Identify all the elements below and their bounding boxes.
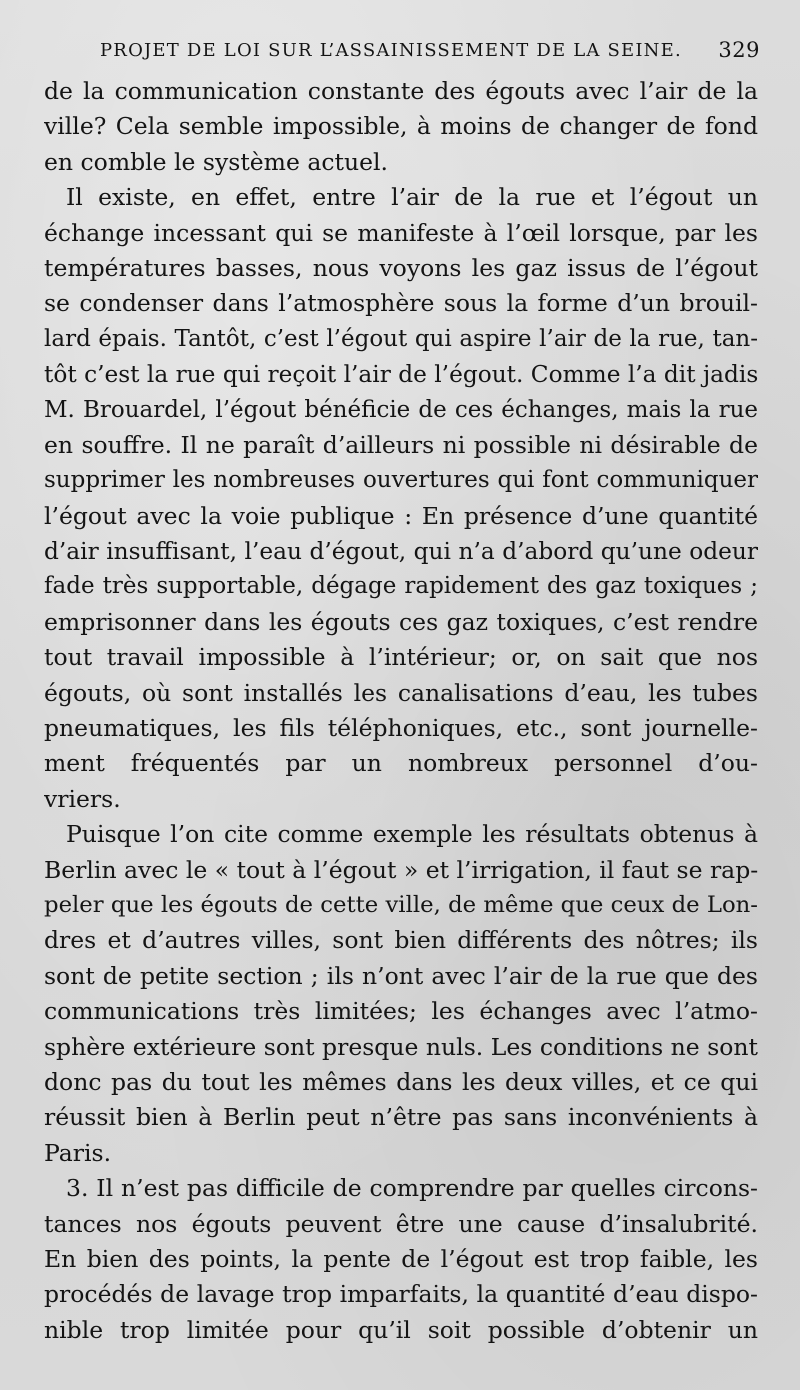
text-line: supprimer les nombreuses ouvertures qui font communiquer <box>44 467 758 494</box>
text-line: pneumatiques, les fils téléphoniques, etc., sont journelle- <box>44 714 758 743</box>
text-line: en comble le système actuel. <box>44 147 388 176</box>
text-line: tances nos égouts peuvent être une cause d’insalubrité. <box>44 1209 758 1238</box>
text-line: échange incessant qui se manifeste à l’œil lorsque, par les <box>44 218 758 247</box>
page-number: 329 <box>718 38 760 62</box>
text-line: peler que les égouts de cette ville, de même que ceux de Lon- <box>44 891 758 918</box>
text-line: températures basses, nous voyons les gaz issus de l’égout <box>44 253 758 282</box>
text-line: ment fréquentés par un nombreux personnel d’ou- <box>44 749 758 778</box>
text-line: de la communication constante des égouts avec l’air de la <box>44 77 758 105</box>
text-line: Berlin avec le « tout à l’égout » et l’irrigation, il faut se rap- <box>44 855 758 884</box>
text-line: égouts, où sont installés les canalisations d’eau, les tubes <box>44 678 758 707</box>
text-line: sont de petite section ; ils n’ont avec l’air de la rue que des <box>44 961 758 990</box>
text-line: procédés de lavage trop imparfaits, la quantité d’eau dispo- <box>44 1280 758 1309</box>
text-line: communications très limitées; les échanges avec l’atmo- <box>44 997 758 1026</box>
text-line: nible trop limitée pour qu’il soit possible d’obtenir un <box>44 1315 758 1344</box>
text-line: Puisque l’on cite comme exemple les résultats obtenus à <box>66 820 758 849</box>
running-head <box>100 36 760 64</box>
running-title: PROJET DE LOI SUR L’ASSAINISSEMENT DE LA SEINE. <box>100 39 682 61</box>
text-line: se condenser dans l’atmosphère sous la forme d’un brouil- <box>44 289 758 318</box>
text-line: tôt c’est la rue qui reçoit l’air de l’égout. Comme l’a dit jadis <box>44 361 758 389</box>
text-line: d’air insuffisant, l’eau d’égout, qui n’a d’abord qu’une odeur <box>44 538 758 566</box>
text-line: vriers. <box>44 784 121 813</box>
text-line: 3. Il n’est pas difficile de comprendre par quelles circons- <box>66 1174 758 1203</box>
text-line: En bien des points, la pente de l’égout est trop faible, les <box>44 1244 758 1273</box>
text-line: ville? Cela semble impossible, à moins de changer de fond <box>44 112 758 141</box>
text-line: l’égout avec la voie publique : En présence d’une quantité <box>44 501 758 530</box>
text-line: lard épais. Tantôt, c’est l’égout qui aspire l’air de la rue, tan- <box>44 325 758 352</box>
text-line: Paris. <box>44 1138 112 1167</box>
text-line: emprisonner dans les égouts ces gaz toxiques, c’est rendre <box>44 607 758 636</box>
text-line: en souffre. Il ne paraît d’ailleurs ni possible ni désirable de <box>44 430 758 459</box>
text-line: sphère extérieure sont presque nuls. Les conditions ne sont <box>44 1032 758 1061</box>
text-line: réussit bien à Berlin peut n’être pas sans inconvénients à <box>44 1103 758 1132</box>
text-line: donc pas du tout les mêmes dans les deux villes, et ce qui <box>44 1067 758 1096</box>
body-text <box>44 74 758 1348</box>
text-line: dres et d’autres villes, sont bien différents des nôtres; ils <box>44 926 758 955</box>
text-line: Il existe, en effet, entre l’air de la rue et l’égout un <box>66 183 758 212</box>
text-line: fade très supportable, dégage rapidement des gaz toxiques ; <box>44 573 758 600</box>
text-line: M. Brouardel, l’égout bénéficie de ces échanges, mais la rue <box>44 396 758 423</box>
text-line: tout travail impossible à l’intérieur; or, on sait que nos <box>44 643 758 672</box>
